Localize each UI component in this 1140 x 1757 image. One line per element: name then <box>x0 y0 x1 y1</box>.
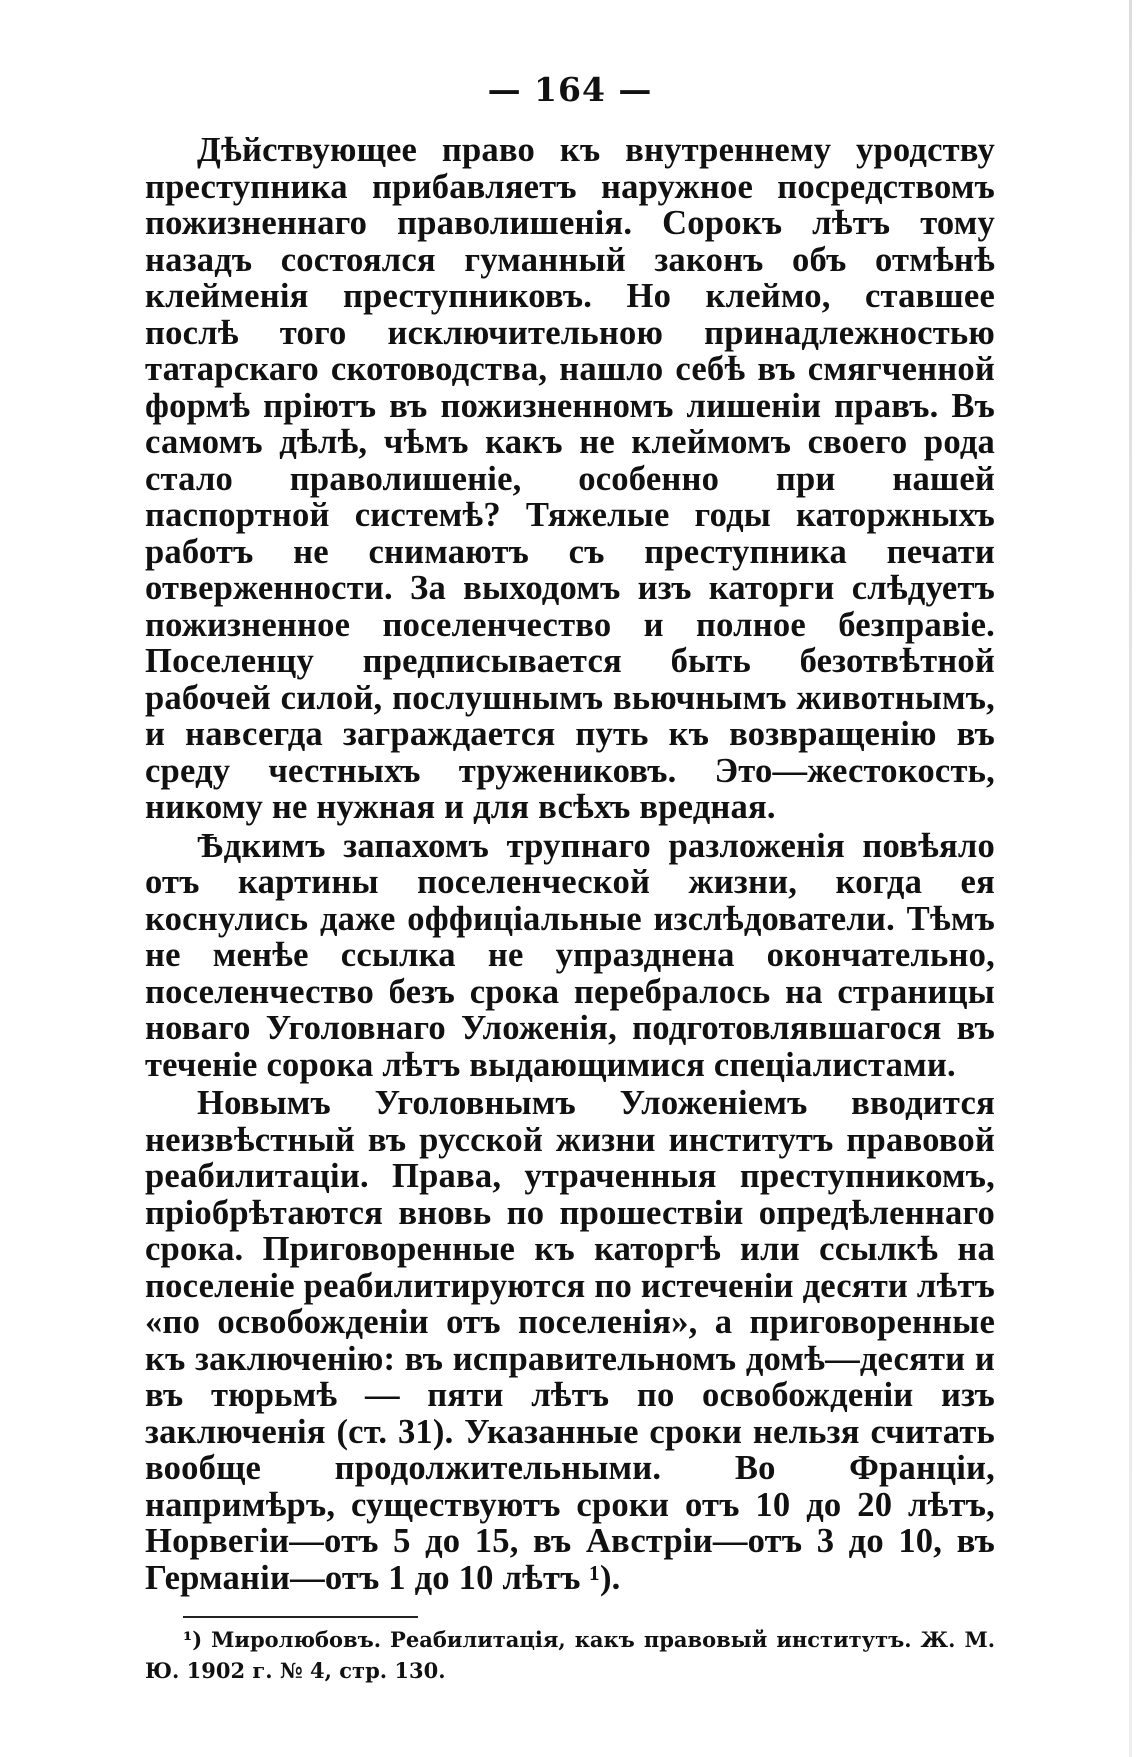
book-page <box>145 70 995 1686</box>
paragraph-3: Новымъ Уголовнымъ Уложеніемъ вводится неизвѣстный въ русской жизни институтъ правовой реабилитаціи. Права, утраченныя преступникомъ, пріобрѣтаются вновь по прошествіи опредѣленнаго срока. Приговоренные къ каторгѣ или ссылкѣ на поселеніе реабилитируются по истеченіи десяти лѣтъ «по освобожденіи отъ поселенія», а приговоренные къ заключенію: въ исправительномъ домѣ—десяти и въ тюрьмѣ — пяти лѣтъ по освобожденіи изъ заключенія (ст. 31). Указанные сроки нельзя считать вообще продолжительными. Во Франціи, напримѣръ, существуютъ сроки отъ 10 до 20 лѣтъ, Норвегіи—отъ 5 до 15, въ Австріи—отъ 3 до 10, въ Германіи—отъ 1 до 10 лѣтъ ¹). <box>145 1084 995 1597</box>
page-edge <box>1129 0 1132 1757</box>
footnote: ¹) Миролюбовъ. Реабилитація, какъ правовый институтъ. Ж. М. Ю. 1902 г. № 4, стр. 130. <box>145 1627 995 1683</box>
footnote-divider <box>183 1616 418 1618</box>
page-number: — 164 — <box>487 70 653 109</box>
paragraph-1: Дѣйствующее право къ внутреннему уродству преступника прибавляетъ наружное посредствомъ пожизненнаго праволишенія. Сорокъ лѣтъ тому назадъ состоялся гуманный законъ объ отмѣнѣ клейменія преступниковъ. Но клеймо, ставшее послѣ того исключительною принадлежностью татарскаго скотоводства, нашло себѣ въ смягченной формѣ пріютъ въ пожизненномъ лишеніи правъ. Въ самомъ дѣлѣ, чѣмъ какъ не клеймомъ своего рода стало праволишеніе, особенно при нашей паспортной системѣ? Тяжелые годы каторжныхъ работъ не снимаютъ съ преступника печати отверженности. За выходомъ изъ каторги слѣдуетъ пожизненное поселенчество и полное безправіе. Поселенцу предписывается быть безотвѣтной рабочей силой, послушнымъ вьючнымъ животнымъ, и навсегда заграждается путь къ возвращенію въ среду честныхъ тружениковъ. Это—жестокость, никому не нужная и для всѣхъ вредная. <box>145 131 995 826</box>
paragraph-2: Ѣдкимъ запахомъ трупнаго разложенія повѣяло отъ картины поселенческой жизни, когда ея коснулись даже оффиціальные изслѣдователи. Тѣмъ не менѣе ссылка не упразднена окончательно, поселенчество безъ срока перебралось на страницы новаго Уголовнаго Уложенія, подготовлявшагося въ теченіе сорока лѣтъ выдающимися спеціалистами. <box>145 826 995 1084</box>
